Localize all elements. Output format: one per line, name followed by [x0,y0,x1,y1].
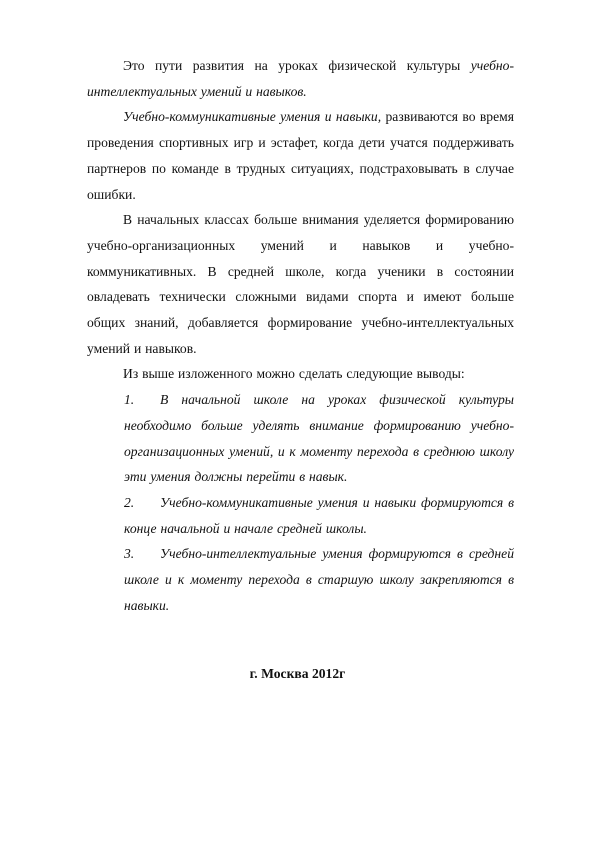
conclusion-number: 3. [124,546,135,562]
place-date-footer: г. Москва 2012г [249,666,346,681]
paragraph-1 [87,53,514,104]
conclusions-list [87,387,514,618]
document-body [87,53,514,618]
conclusion-text: Учебно-интеллектуальные умения формируются в средней школе и к моменту перехода в старшую школу закрепляются в навыки. [124,546,514,613]
conclusion-number: 1. [124,392,135,408]
paragraph-1-text: Это пути развития на уроках физической культуры [123,58,471,73]
conclusion-text: В начальной школе на уроках физической культуры необходимо больше уделять внимание формированию учебно-организационных умений, и к моменту перехода в среднюю школу эти умения должны перейти в навык. [124,392,514,485]
conclusion-number: 2. [124,494,135,510]
paragraph-2-italic: Учебно-коммуникативные умения и навыки, [123,109,382,125]
conclusion-item-2 [124,490,514,541]
paragraph-2-text: развиваются во время проведения спортивных игр и эстафет, когда дети учатся поддерживать партнеров по команде в трудных ситуациях, подстраховывать в случае ошибки. [87,109,514,202]
paragraph-2 [87,104,514,207]
conclusion-text: Учебно-коммуникативные умения и навыки формируются в конце начальной и начале средней школы. [124,494,514,536]
paragraph-1-italic: учебно-интеллектуальных умений и навыков. [87,58,514,99]
paragraph-3: В начальных классах больше внимания уделяется формированию учебно-организационных умений и навыков и учебно-коммуникативных. В средней школе, когда ученики в состоянии овладевать технически сложными видами спорта и имеют больше общих знаний, добавляется формирование учебно-интеллектуальных умений и навыков. [87,212,514,356]
conclusion-item-1 [124,387,514,490]
conclusion-item-3 [124,541,514,618]
paragraph-4: Из выше изложенного можно сделать следующие выводы: [123,366,465,382]
